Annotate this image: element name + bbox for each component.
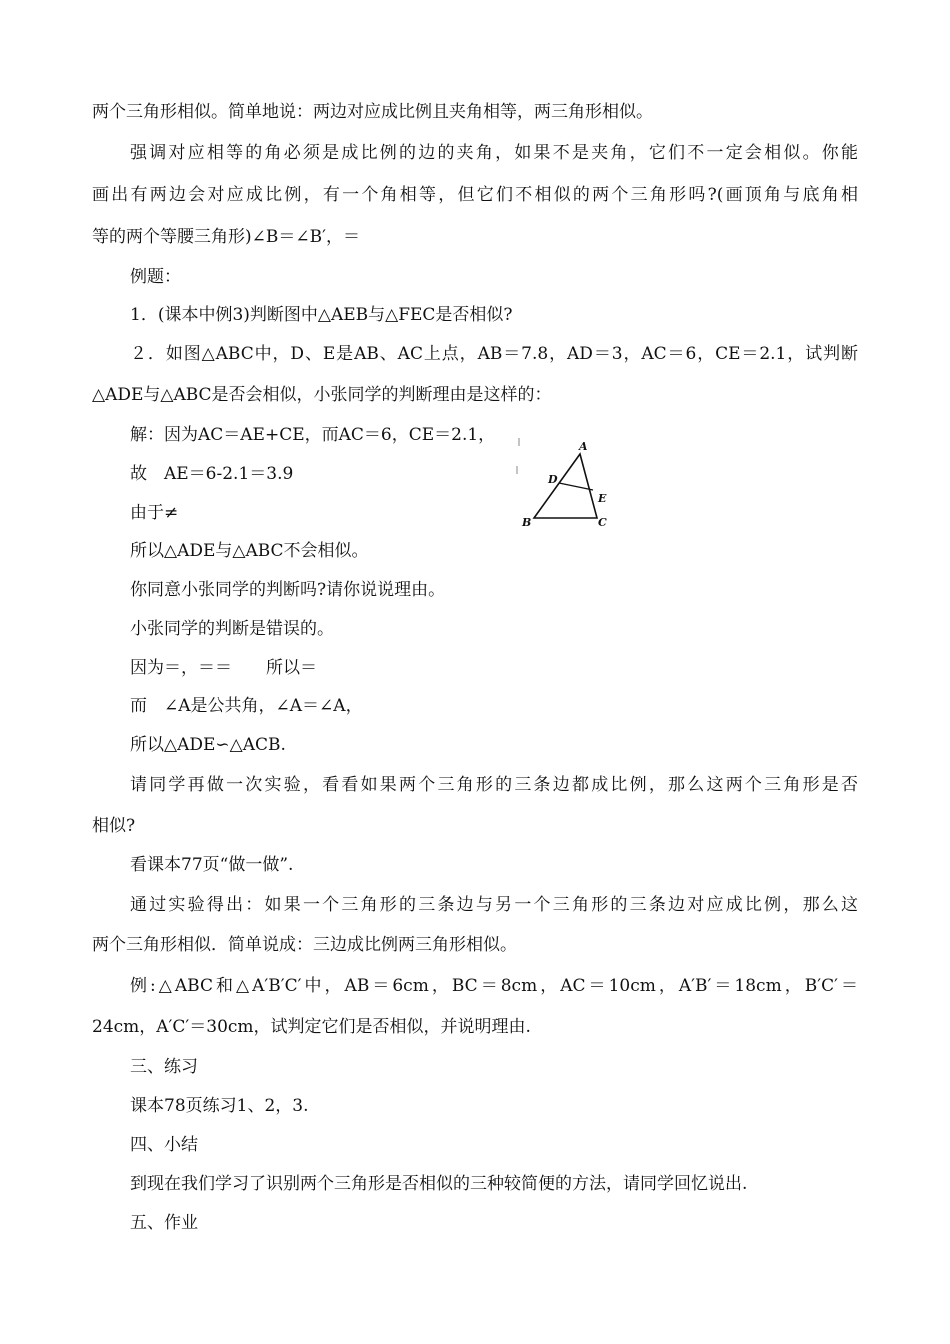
paragraph-line: 而 ∠A是公共角，∠A＝∠A， — [130, 696, 363, 716]
section-heading: 五、作业 — [130, 1213, 198, 1233]
paragraph-line: 画出有两边会对应成比例，有一个角相等，但它们不相似的两个三角形吗?(画顶角与底角相 — [92, 185, 858, 205]
paragraph-line: 两个三角形相似。简单地说：两边对应成比例且夹角相等，两三角形相似。 — [92, 102, 653, 122]
paragraph-line: 请同学再做一次实验，看看如果两个三角形的三条边都成比例，那么这两个三角形是否 — [130, 775, 858, 795]
vertex-label-d: D — [548, 473, 558, 486]
vertex-label-e: E — [598, 492, 607, 505]
vertex-label-c: C — [598, 516, 607, 529]
vertex-label-a: A — [579, 440, 588, 453]
paragraph-line: 小张同学的判断是错误的。 — [130, 619, 334, 639]
paragraph-line: 看课本77页“做一做”. — [130, 855, 294, 875]
paragraph-line: 因为＝，＝＝ 所以＝ — [130, 658, 317, 678]
paragraph-line: 相似? — [92, 816, 136, 836]
paragraph-line: 故 AE＝6-2.1＝3.9 — [130, 464, 294, 484]
paragraph-line: 通过实验得出：如果一个三角形的三条边与另一个三角形的三条边对应成比例，那么这 — [130, 895, 858, 915]
paragraph-line: 课本78页练习1、2，3. — [130, 1096, 309, 1116]
paragraph-line: 24cm，A′C′＝30cm，试判定它们是否相似，并说明理由. — [92, 1017, 531, 1037]
paragraph-line: 等的两个等腰三角形)∠B＝∠B′，＝ — [92, 227, 360, 247]
paragraph-line: 所以△ADE与△ABC不会相似。 — [130, 541, 369, 561]
paragraph-line: 强调对应相等的角必须是成比例的边的夹角，如果不是夹角，它们不一定会相似。你能 — [130, 143, 858, 163]
paragraph-line: 所以△ADE∽△ACB. — [130, 735, 286, 755]
vertex-label-b: B — [522, 516, 532, 529]
paragraph-line: 由于≠ — [130, 503, 179, 523]
paragraph-line: 两个三角形相似．简单说成：三边成比例两三角形相似。 — [92, 935, 517, 955]
paragraph-line: 例题： — [130, 267, 181, 287]
paragraph-line: ２．如图△ABC中，D、E是AB、AC上点，AB＝7.8，AD＝3，AC＝6，CE＝2.1，试判断 — [130, 344, 858, 364]
section-heading: 四、小结 — [130, 1135, 198, 1155]
paragraph-line: 解：因为AC＝AE+CE，而AC＝6，CE＝2.1， — [130, 425, 496, 445]
paragraph-line: 1．(课本中例3)判断图中△AEB与△FEC是否相似? — [130, 305, 513, 325]
triangle-abc — [534, 454, 597, 518]
triangle-figure — [510, 436, 620, 532]
paragraph-line: 例:△ABC和△A′B′C′中，AB＝6cm，BC＝8cm，AC＝10cm，A′B′＝18cm，B′C′＝ — [130, 976, 858, 996]
paragraph-line: 你同意小张同学的判断吗?请你说说理由。 — [130, 580, 446, 600]
section-heading: 三、练习 — [130, 1057, 198, 1077]
paragraph-line: 到现在我们学习了识别两个三角形是否相似的三种较简便的方法，请同学回忆说出. — [130, 1174, 748, 1194]
paragraph-line: △ADE与△ABC是否会相似，小张同学的判断理由是这样的： — [92, 385, 552, 405]
